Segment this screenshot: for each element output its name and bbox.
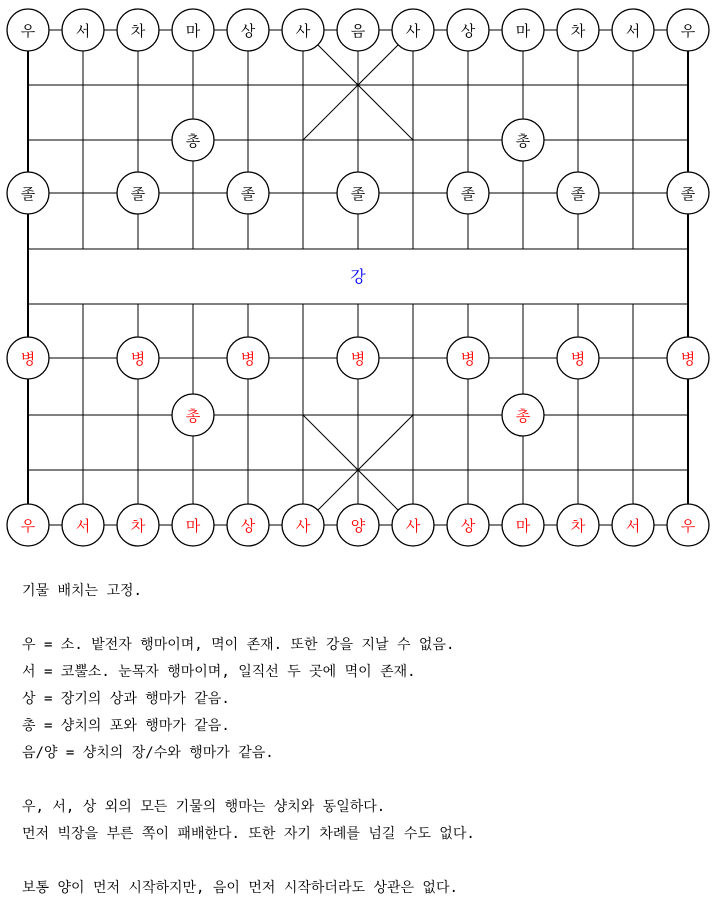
piece-top[interactable] <box>172 119 214 161</box>
piece-label: 우 <box>680 517 696 535</box>
piece-bottom[interactable] <box>117 337 159 379</box>
piece-label: 병 <box>350 350 366 368</box>
piece-label: 차 <box>130 517 146 535</box>
piece-label: 졸 <box>350 185 366 203</box>
piece-label: 양 <box>350 517 366 535</box>
piece-label: 총 <box>515 407 531 425</box>
piece-top[interactable] <box>557 172 599 214</box>
piece-label: 상 <box>240 22 256 40</box>
piece-bottom[interactable] <box>557 337 599 379</box>
piece-label: 졸 <box>240 185 256 203</box>
rules-text <box>22 578 702 902</box>
piece-bottom[interactable] <box>502 504 544 546</box>
piece-label: 마 <box>185 517 201 535</box>
piece-top[interactable] <box>117 9 159 51</box>
rule-line-chong: 총 = 샹치의 포와 행마가 같음. <box>22 718 230 734</box>
rule-line-setup: 기물 배치는 고정. <box>22 583 142 599</box>
piece-label: 서 <box>75 22 91 40</box>
piece-label: 우 <box>20 22 36 40</box>
piece-label: 서 <box>75 517 91 535</box>
piece-label: 병 <box>20 350 36 368</box>
piece-label: 상 <box>240 517 256 535</box>
piece-label: 사 <box>295 517 311 535</box>
piece-label: 음 <box>350 22 366 40</box>
piece-label: 사 <box>295 22 311 40</box>
rule-line-u: 우 = 소. 밭전자 행마이며, 멱이 존재. 또한 강을 지날 수 없음. <box>22 637 455 653</box>
piece-label: 서 <box>625 517 641 535</box>
piece-bottom[interactable] <box>612 504 654 546</box>
piece-bottom[interactable] <box>172 504 214 546</box>
piece-bottom[interactable] <box>172 394 214 436</box>
piece-bottom[interactable] <box>7 337 49 379</box>
piece-bottom[interactable] <box>227 504 269 546</box>
piece-label: 병 <box>130 350 146 368</box>
piece-bottom[interactable] <box>62 504 104 546</box>
rule-line-sang: 상 = 장기의 상과 행마가 같음. <box>22 691 230 707</box>
piece-top[interactable] <box>227 9 269 51</box>
piece-top[interactable] <box>392 9 434 51</box>
piece-top[interactable] <box>117 172 159 214</box>
piece-top[interactable] <box>502 119 544 161</box>
piece-bottom[interactable] <box>7 504 49 546</box>
rule-line-first-move: 보통 양이 먼저 시작하지만, 음이 먼저 시작하더라도 상관은 없다. <box>22 880 458 896</box>
piece-label: 차 <box>570 22 586 40</box>
piece-bottom[interactable] <box>502 394 544 436</box>
rule-line-bikjang: 먼저 빅장을 부른 쪽이 패배한다. 또한 자기 차례를 넘길 수도 없다. <box>22 826 475 842</box>
piece-label: 사 <box>405 22 421 40</box>
piece-top[interactable] <box>62 9 104 51</box>
piece-label: 졸 <box>130 185 146 203</box>
piece-label: 병 <box>240 350 256 368</box>
piece-bottom[interactable] <box>227 337 269 379</box>
piece-bottom[interactable] <box>392 504 434 546</box>
piece-label: 졸 <box>20 185 36 203</box>
piece-top[interactable] <box>172 9 214 51</box>
piece-bottom[interactable] <box>447 337 489 379</box>
piece-label: 상 <box>460 22 476 40</box>
piece-top[interactable] <box>227 172 269 214</box>
piece-top[interactable] <box>667 9 709 51</box>
piece-top[interactable] <box>337 9 379 51</box>
piece-label: 사 <box>405 517 421 535</box>
piece-label: 상 <box>460 517 476 535</box>
piece-bottom[interactable] <box>667 337 709 379</box>
piece-label: 마 <box>515 22 531 40</box>
piece-label: 병 <box>680 350 696 368</box>
piece-label: 서 <box>625 22 641 40</box>
piece-bottom[interactable] <box>337 337 379 379</box>
piece-label: 졸 <box>680 185 696 203</box>
piece-bottom[interactable] <box>117 504 159 546</box>
piece-label: 총 <box>185 132 201 150</box>
piece-label: 총 <box>185 407 201 425</box>
piece-bottom[interactable] <box>667 504 709 546</box>
piece-top[interactable] <box>447 9 489 51</box>
piece-label: 졸 <box>570 185 586 203</box>
piece-bottom[interactable] <box>282 504 324 546</box>
piece-top[interactable] <box>502 9 544 51</box>
piece-label: 마 <box>185 22 201 40</box>
piece-label: 졸 <box>460 185 476 203</box>
piece-label: 병 <box>570 350 586 368</box>
piece-top[interactable] <box>7 9 49 51</box>
piece-top[interactable] <box>7 172 49 214</box>
rule-line-eum-yang: 음/양 = 샹치의 장/수와 행마가 같음. <box>22 745 274 761</box>
piece-top[interactable] <box>447 172 489 214</box>
piece-bottom[interactable] <box>337 504 379 546</box>
piece-label: 우 <box>20 517 36 535</box>
piece-top[interactable] <box>337 172 379 214</box>
piece-top[interactable] <box>282 9 324 51</box>
rule-line-movement: 우, 서, 상 외의 모든 기물의 행마는 샹치와 동일하다. <box>22 799 386 815</box>
piece-bottom[interactable] <box>557 504 599 546</box>
piece-top[interactable] <box>667 172 709 214</box>
river-label: 강 <box>350 267 366 286</box>
rule-line-seo: 서 = 코뿔소. 눈목자 행마이며, 일직선 두 곳에 멱이 존재. <box>22 664 416 680</box>
piece-top[interactable] <box>557 9 599 51</box>
piece-label: 차 <box>570 517 586 535</box>
piece-label: 총 <box>515 132 531 150</box>
piece-label: 마 <box>515 517 531 535</box>
piece-bottom[interactable] <box>447 504 489 546</box>
piece-label: 병 <box>460 350 476 368</box>
piece-top[interactable] <box>612 9 654 51</box>
piece-label: 차 <box>130 22 146 40</box>
piece-label: 우 <box>680 22 696 40</box>
